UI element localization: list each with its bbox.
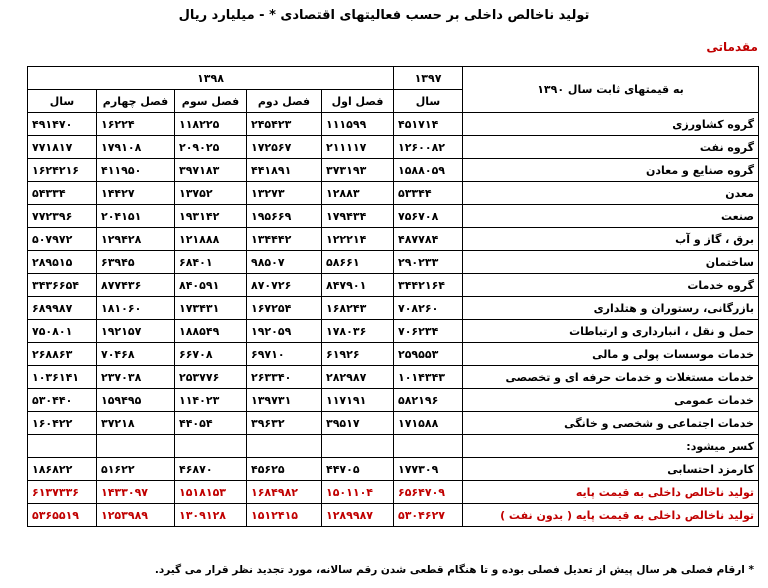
cell-q2: ۱۳۹۷۳۱ xyxy=(247,389,322,412)
cell-q4: ۶۳۹۴۵ xyxy=(97,251,175,274)
cell-year-1398: ۷۷۲۳۹۶ xyxy=(28,205,97,228)
cell-q2 xyxy=(247,435,322,458)
row-label: گروه نفت xyxy=(463,136,759,159)
cell-q1: ۱۷۹۴۳۴ xyxy=(322,205,394,228)
row-label-header: به قیمتهای ثابت سال ۱۳۹۰ xyxy=(463,67,759,113)
table-row xyxy=(28,205,759,228)
cell-year-1397: ۲۹۰۲۳۳ xyxy=(394,251,463,274)
row-label: ساختمان xyxy=(463,251,759,274)
cell-year-1398: ۱۰۳۶۱۴۱ xyxy=(28,366,97,389)
cell-q3: ۱۲۱۸۸۸ xyxy=(175,228,247,251)
cell-year-1397: ۵۸۲۱۹۶ xyxy=(394,389,463,412)
cell-year-1397: ۱۷۷۳۰۹ xyxy=(394,458,463,481)
cell-q3: ۱۱۴۰۲۳ xyxy=(175,389,247,412)
table-row xyxy=(28,389,759,412)
cell-q4: ۱۸۱۰۶۰ xyxy=(97,297,175,320)
table-row xyxy=(28,251,759,274)
cell-year-1398: ۱۶۲۴۲۱۶ xyxy=(28,159,97,182)
gdp-table xyxy=(27,66,759,527)
header-row-years xyxy=(28,67,759,90)
cell-q2: ۱۵۱۲۴۱۵ xyxy=(247,504,322,527)
cell-q2: ۱۶۷۲۵۴ xyxy=(247,297,322,320)
footnote: * ارقام فصلی هر سال پیش از تعدیل فصلی بوده و تا هنگام قطعی شدن رقم سالانه، مورد تجدید نظر قرار می گیرد. xyxy=(154,564,754,576)
cell-q4: ۳۷۲۱۸ xyxy=(97,412,175,435)
table-row xyxy=(28,458,759,481)
table-row xyxy=(28,274,759,297)
cell-year-1398: ۶۱۳۷۳۳۶ xyxy=(28,481,97,504)
cell-q3: ۶۶۷۰۸ xyxy=(175,343,247,366)
cell-year-1398: ۳۴۳۶۶۵۴ xyxy=(28,274,97,297)
table-body xyxy=(28,113,759,527)
table-row xyxy=(28,366,759,389)
cell-year-1397: ۷۵۶۷۰۸ xyxy=(394,205,463,228)
cell-q1: ۱۵۰۱۱۰۴ xyxy=(322,481,394,504)
cell-q3: ۸۴۰۵۹۱ xyxy=(175,274,247,297)
cell-q4: ۱۴۳۳۰۹۷ xyxy=(97,481,175,504)
cell-q1: ۱۱۱۵۹۹ xyxy=(322,113,394,136)
cell-year-1398: ۴۹۱۴۷۰ xyxy=(28,113,97,136)
cell-year-1398: ۲۶۸۸۶۳ xyxy=(28,343,97,366)
cell-q4: ۷۰۴۶۸ xyxy=(97,343,175,366)
cell-q1: ۶۱۹۲۶ xyxy=(322,343,394,366)
row-label: بازرگانی، رستوران و هتلداری xyxy=(463,297,759,320)
cell-q4: ۵۱۶۲۲ xyxy=(97,458,175,481)
cell-q1: ۱۲۲۲۱۴ xyxy=(322,228,394,251)
row-label: صنعت xyxy=(463,205,759,228)
cell-year-1398: ۱۶۰۴۲۲ xyxy=(28,412,97,435)
cell-year-1397: ۱۰۱۴۳۴۳ xyxy=(394,366,463,389)
cell-q4: ۴۱۱۹۵۰ xyxy=(97,159,175,182)
cell-q1: ۳۷۳۱۹۳ xyxy=(322,159,394,182)
cell-q4: ۱۲۵۳۹۸۹ xyxy=(97,504,175,527)
cell-q1: ۱۷۸۰۳۶ xyxy=(322,320,394,343)
year-1398-header: ۱۳۹۸ xyxy=(28,67,394,90)
table-row xyxy=(28,297,759,320)
row-label: برق ، گاز و آب xyxy=(463,228,759,251)
col-q1: فصل اول xyxy=(322,90,394,113)
cell-q2: ۱۹۲۰۵۹ xyxy=(247,320,322,343)
cell-year-1397: ۵۳۰۴۶۲۷ xyxy=(394,504,463,527)
cell-q2: ۱۳۲۷۳ xyxy=(247,182,322,205)
cell-q1 xyxy=(322,435,394,458)
cell-q3: ۱۸۸۵۴۹ xyxy=(175,320,247,343)
cell-q2: ۱۷۲۵۶۷ xyxy=(247,136,322,159)
cell-year-1397 xyxy=(394,435,463,458)
cell-q4: ۸۷۷۴۳۶ xyxy=(97,274,175,297)
cell-q4 xyxy=(97,435,175,458)
row-label: خدمات عمومی xyxy=(463,389,759,412)
col-q2: فصل دوم xyxy=(247,90,322,113)
row-label: تولید ناخالص داخلی به قیمت پایه ( بدون نفت ) xyxy=(463,504,759,527)
cell-q4: ۱۴۴۲۷ xyxy=(97,182,175,205)
cell-year-1398: ۵۳۶۵۵۱۹ xyxy=(28,504,97,527)
cell-q2: ۴۴۱۸۹۱ xyxy=(247,159,322,182)
cell-q4: ۱۲۹۴۲۸ xyxy=(97,228,175,251)
row-label: خدمات موسسات پولی و مالی xyxy=(463,343,759,366)
cell-q2: ۲۶۳۳۴۰ xyxy=(247,366,322,389)
cell-q1: ۸۴۷۹۰۱ xyxy=(322,274,394,297)
cell-q2: ۲۴۵۴۲۳ xyxy=(247,113,322,136)
page-title: تولید ناخالص داخلی بر حسب فعالیتهای اقتصادی * - میلیارد ریال xyxy=(178,8,590,23)
cell-q4: ۱۵۹۴۹۵ xyxy=(97,389,175,412)
cell-year-1398: ۵۳۰۴۴۰ xyxy=(28,389,97,412)
row-label: خدمات مستغلات و خدمات حرفه ای و تخصصی xyxy=(463,366,759,389)
row-label: کارمزد احتسابی xyxy=(463,458,759,481)
cell-q3 xyxy=(175,435,247,458)
table-row xyxy=(28,136,759,159)
cell-year-1398: ۲۸۹۵۱۵ xyxy=(28,251,97,274)
row-label: خدمات اجتماعی و شخصی و خانگی xyxy=(463,412,759,435)
row-label: گروه صنایع و معادن xyxy=(463,159,759,182)
row-label: حمل و نقل ، انبارداری و ارتباطات xyxy=(463,320,759,343)
cell-q2: ۹۸۵۰۷ xyxy=(247,251,322,274)
table-row xyxy=(28,343,759,366)
cell-year-1397: ۱۷۱۵۸۸ xyxy=(394,412,463,435)
cell-year-1397: ۳۴۴۲۱۶۴ xyxy=(394,274,463,297)
cell-year-1398: ۵۴۳۳۴ xyxy=(28,182,97,205)
table-row xyxy=(28,113,759,136)
cell-q4: ۲۳۷۰۳۸ xyxy=(97,366,175,389)
cell-year-1397: ۱۵۸۸۰۵۹ xyxy=(394,159,463,182)
table-row xyxy=(28,228,759,251)
row-label: گروه خدمات xyxy=(463,274,759,297)
cell-q3: ۴۶۸۷۰ xyxy=(175,458,247,481)
cell-q3: ۱۳۰۹۱۲۸ xyxy=(175,504,247,527)
cell-q2: ۱۹۵۶۶۹ xyxy=(247,205,322,228)
col-year-1397: سال xyxy=(394,90,463,113)
year-1397-header: ۱۳۹۷ xyxy=(394,67,463,90)
cell-year-1397: ۵۳۳۴۴ xyxy=(394,182,463,205)
cell-q1: ۱۱۷۱۹۱ xyxy=(322,389,394,412)
cell-q3: ۳۹۷۱۸۳ xyxy=(175,159,247,182)
table-row xyxy=(28,320,759,343)
cell-q3: ۲۵۳۷۷۶ xyxy=(175,366,247,389)
table-row xyxy=(28,182,759,205)
col-q4: فصل چهارم xyxy=(97,90,175,113)
row-label: گروه کشاورزی xyxy=(463,113,759,136)
cell-q1: ۴۴۷۰۵ xyxy=(322,458,394,481)
cell-year-1397: ۱۲۶۰۰۸۲ xyxy=(394,136,463,159)
preliminary-label: مقدماتی xyxy=(706,40,758,54)
cell-q3: ۱۷۳۴۳۱ xyxy=(175,297,247,320)
table-row xyxy=(28,159,759,182)
cell-year-1397: ۴۵۱۷۱۴ xyxy=(394,113,463,136)
cell-year-1398: ۵۰۷۹۷۲ xyxy=(28,228,97,251)
cell-q4: ۲۰۴۱۵۱ xyxy=(97,205,175,228)
row-label: کسر میشود: xyxy=(463,435,759,458)
cell-q3: ۱۵۱۸۱۵۳ xyxy=(175,481,247,504)
cell-q1: ۲۱۱۱۱۷ xyxy=(322,136,394,159)
cell-year-1398: ۶۸۹۹۸۷ xyxy=(28,297,97,320)
cell-q4: ۱۶۲۲۴ xyxy=(97,113,175,136)
col-year-1398: سال xyxy=(28,90,97,113)
cell-q2: ۸۷۰۷۲۶ xyxy=(247,274,322,297)
cell-year-1398: ۱۸۶۸۲۲ xyxy=(28,458,97,481)
cell-q1: ۱۲۸۹۹۸۷ xyxy=(322,504,394,527)
cell-q1: ۳۹۵۱۷ xyxy=(322,412,394,435)
table-row xyxy=(28,412,759,435)
cell-q4: ۱۷۹۱۰۸ xyxy=(97,136,175,159)
cell-q1: ۲۸۲۹۸۷ xyxy=(322,366,394,389)
cell-year-1397: ۷۰۸۲۶۰ xyxy=(394,297,463,320)
table-row xyxy=(28,481,759,504)
cell-q3: ۴۴۰۵۴ xyxy=(175,412,247,435)
cell-q2: ۱۳۴۴۴۲ xyxy=(247,228,322,251)
table-row xyxy=(28,504,759,527)
cell-year-1398: ۷۷۱۸۱۷ xyxy=(28,136,97,159)
cell-year-1397: ۶۵۶۴۷۰۹ xyxy=(394,481,463,504)
cell-q4: ۱۹۲۱۵۷ xyxy=(97,320,175,343)
cell-q2: ۶۹۷۱۰ xyxy=(247,343,322,366)
cell-year-1398 xyxy=(28,435,97,458)
row-label: تولید ناخالص داخلی به قیمت پایه xyxy=(463,481,759,504)
cell-year-1397: ۷۰۶۲۳۴ xyxy=(394,320,463,343)
row-label: معدن xyxy=(463,182,759,205)
cell-q3: ۱۳۷۵۲ xyxy=(175,182,247,205)
cell-year-1397: ۴۸۷۷۸۴ xyxy=(394,228,463,251)
cell-q2: ۳۹۶۳۲ xyxy=(247,412,322,435)
cell-q2: ۱۶۸۴۹۸۲ xyxy=(247,481,322,504)
cell-q1: ۵۸۶۶۱ xyxy=(322,251,394,274)
cell-year-1398: ۷۵۰۸۰۱ xyxy=(28,320,97,343)
cell-q3: ۶۸۴۰۱ xyxy=(175,251,247,274)
cell-q3: ۲۰۹۰۲۵ xyxy=(175,136,247,159)
col-q3: فصل سوم xyxy=(175,90,247,113)
cell-year-1397: ۲۵۹۵۵۳ xyxy=(394,343,463,366)
cell-q2: ۴۵۶۲۵ xyxy=(247,458,322,481)
cell-q3: ۱۹۳۱۴۲ xyxy=(175,205,247,228)
cell-q1: ۱۶۸۲۴۳ xyxy=(322,297,394,320)
table-row xyxy=(28,435,759,458)
cell-q3: ۱۱۸۲۲۵ xyxy=(175,113,247,136)
cell-q1: ۱۲۸۸۳ xyxy=(322,182,394,205)
